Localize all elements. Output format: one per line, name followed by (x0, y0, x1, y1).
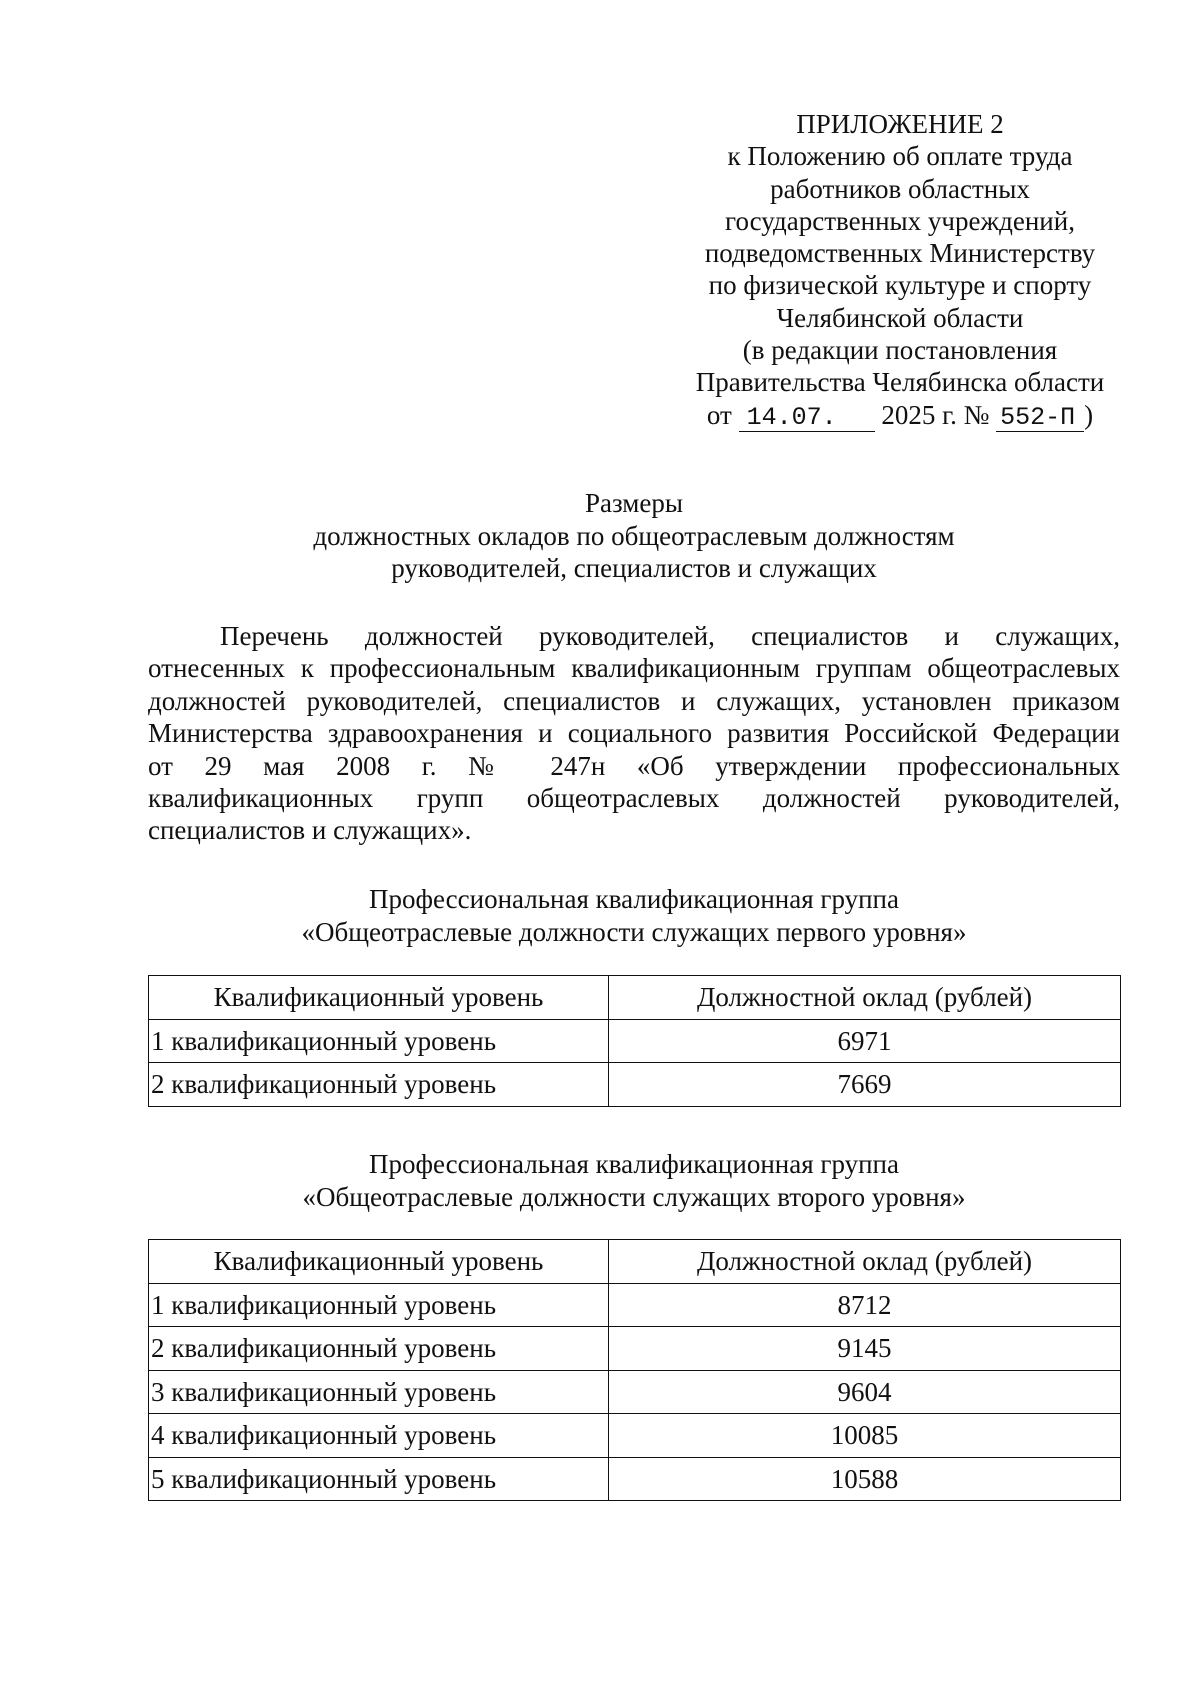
level-cell: 5 квалификационный уровень (149, 1457, 609, 1501)
closing-paren: ) (1084, 399, 1094, 430)
paragraph-line: должностей руководителей, специалистов и служащих, установлен приказом (148, 685, 1120, 716)
title-line: Размеры (585, 488, 683, 518)
document-title (148, 487, 1120, 585)
date-prefix: от (706, 399, 732, 430)
title-line: должностных окладов по общеотраслевым должностям (313, 520, 955, 551)
group-1-title (148, 883, 1120, 948)
salary-cell: 6971 (609, 1019, 1121, 1063)
appendix-line: по физической культуре и спорту (708, 270, 1092, 301)
appendix-line: к Положению об оплате труда (727, 141, 1073, 172)
group-title-line: Профессиональная квалификационная группа (369, 1149, 899, 1179)
salary-cell: 9145 (609, 1327, 1121, 1371)
paragraph-line: специалистов и служащих». (148, 815, 472, 846)
table-row (149, 1414, 1121, 1458)
paragraph-line: от 29 мая 2008 г. № 247н «Об утверждении профессиональных (148, 750, 1120, 781)
table-row (149, 1370, 1121, 1414)
salary-cell: 10588 (609, 1457, 1121, 1501)
column-header-level: Квалификационный уровень (149, 976, 609, 1020)
salary-cell: 9604 (609, 1370, 1121, 1414)
appendix-line: Челябинской области (776, 302, 1024, 333)
salary-cell: 7669 (609, 1063, 1121, 1107)
table-row (149, 1283, 1121, 1327)
appendix-line: ПРИЛОЖЕНИЕ 2 (796, 109, 1004, 139)
resolution-year: 2025 г. № (881, 399, 990, 430)
salary-cell: 10085 (609, 1414, 1121, 1458)
table-row (149, 1063, 1121, 1107)
group-title-line: Профессиональная квалификационная группа (369, 884, 899, 914)
resolution-number: 552-П (996, 405, 1084, 432)
appendix-line: (в редакции постановления (742, 335, 1058, 366)
appendix-line: Правительства Челябинска области (695, 367, 1105, 398)
level-cell: 2 квалификационный уровень (149, 1063, 609, 1107)
paragraph-line: Министерства здравоохранения и социального развития Российской Федерации (148, 718, 1120, 749)
resolution-date-line (680, 399, 1120, 432)
level-cell: 2 квалификационный уровень (149, 1327, 609, 1371)
appendix-line: подведомственных Министерству (704, 238, 1096, 269)
appendix-line: государственных учреждений, (725, 205, 1075, 236)
level-cell: 3 квалификационный уровень (149, 1370, 609, 1414)
appendix-header (680, 108, 1120, 432)
group-title-line: «Общеотраслевые должности служащих второго уровня» (302, 1181, 966, 1212)
group-2-title (148, 1148, 1120, 1213)
group-title-line: «Общеотраслевые должности служащих первого уровня» (301, 916, 967, 947)
level-cell: 1 квалификационный уровень (149, 1283, 609, 1327)
salary-cell: 8712 (609, 1283, 1121, 1327)
level-cell: 4 квалификационный уровень (149, 1414, 609, 1458)
column-header-salary: Должностной оклад (рублей) (609, 976, 1121, 1020)
table-row (149, 1019, 1121, 1063)
appendix-line: работников областных (770, 173, 1030, 204)
paragraph-line: отнесенных к профессиональным квалификационным группам общеотраслевых (148, 653, 1120, 684)
table-row (149, 1327, 1121, 1371)
column-header-salary: Должностной оклад (рублей) (609, 1240, 1121, 1284)
intro-paragraph (148, 620, 1120, 847)
table-row (149, 1457, 1121, 1501)
table-header-row (149, 976, 1121, 1020)
group-1-table (148, 975, 1121, 1107)
resolution-date: 14.07. (739, 405, 875, 432)
title-line: руководителей, специалистов и служащих (391, 553, 877, 583)
table-header-row (149, 1240, 1121, 1284)
group-2-table (148, 1239, 1121, 1501)
column-header-level: Квалификационный уровень (149, 1240, 609, 1284)
paragraph-line: квалификационных групп общеотраслевых должностей руководителей, (148, 783, 1120, 814)
level-cell: 1 квалификационный уровень (149, 1019, 609, 1063)
paragraph-line: Перечень должностей руководителей, специалистов и служащих, (220, 621, 1120, 651)
